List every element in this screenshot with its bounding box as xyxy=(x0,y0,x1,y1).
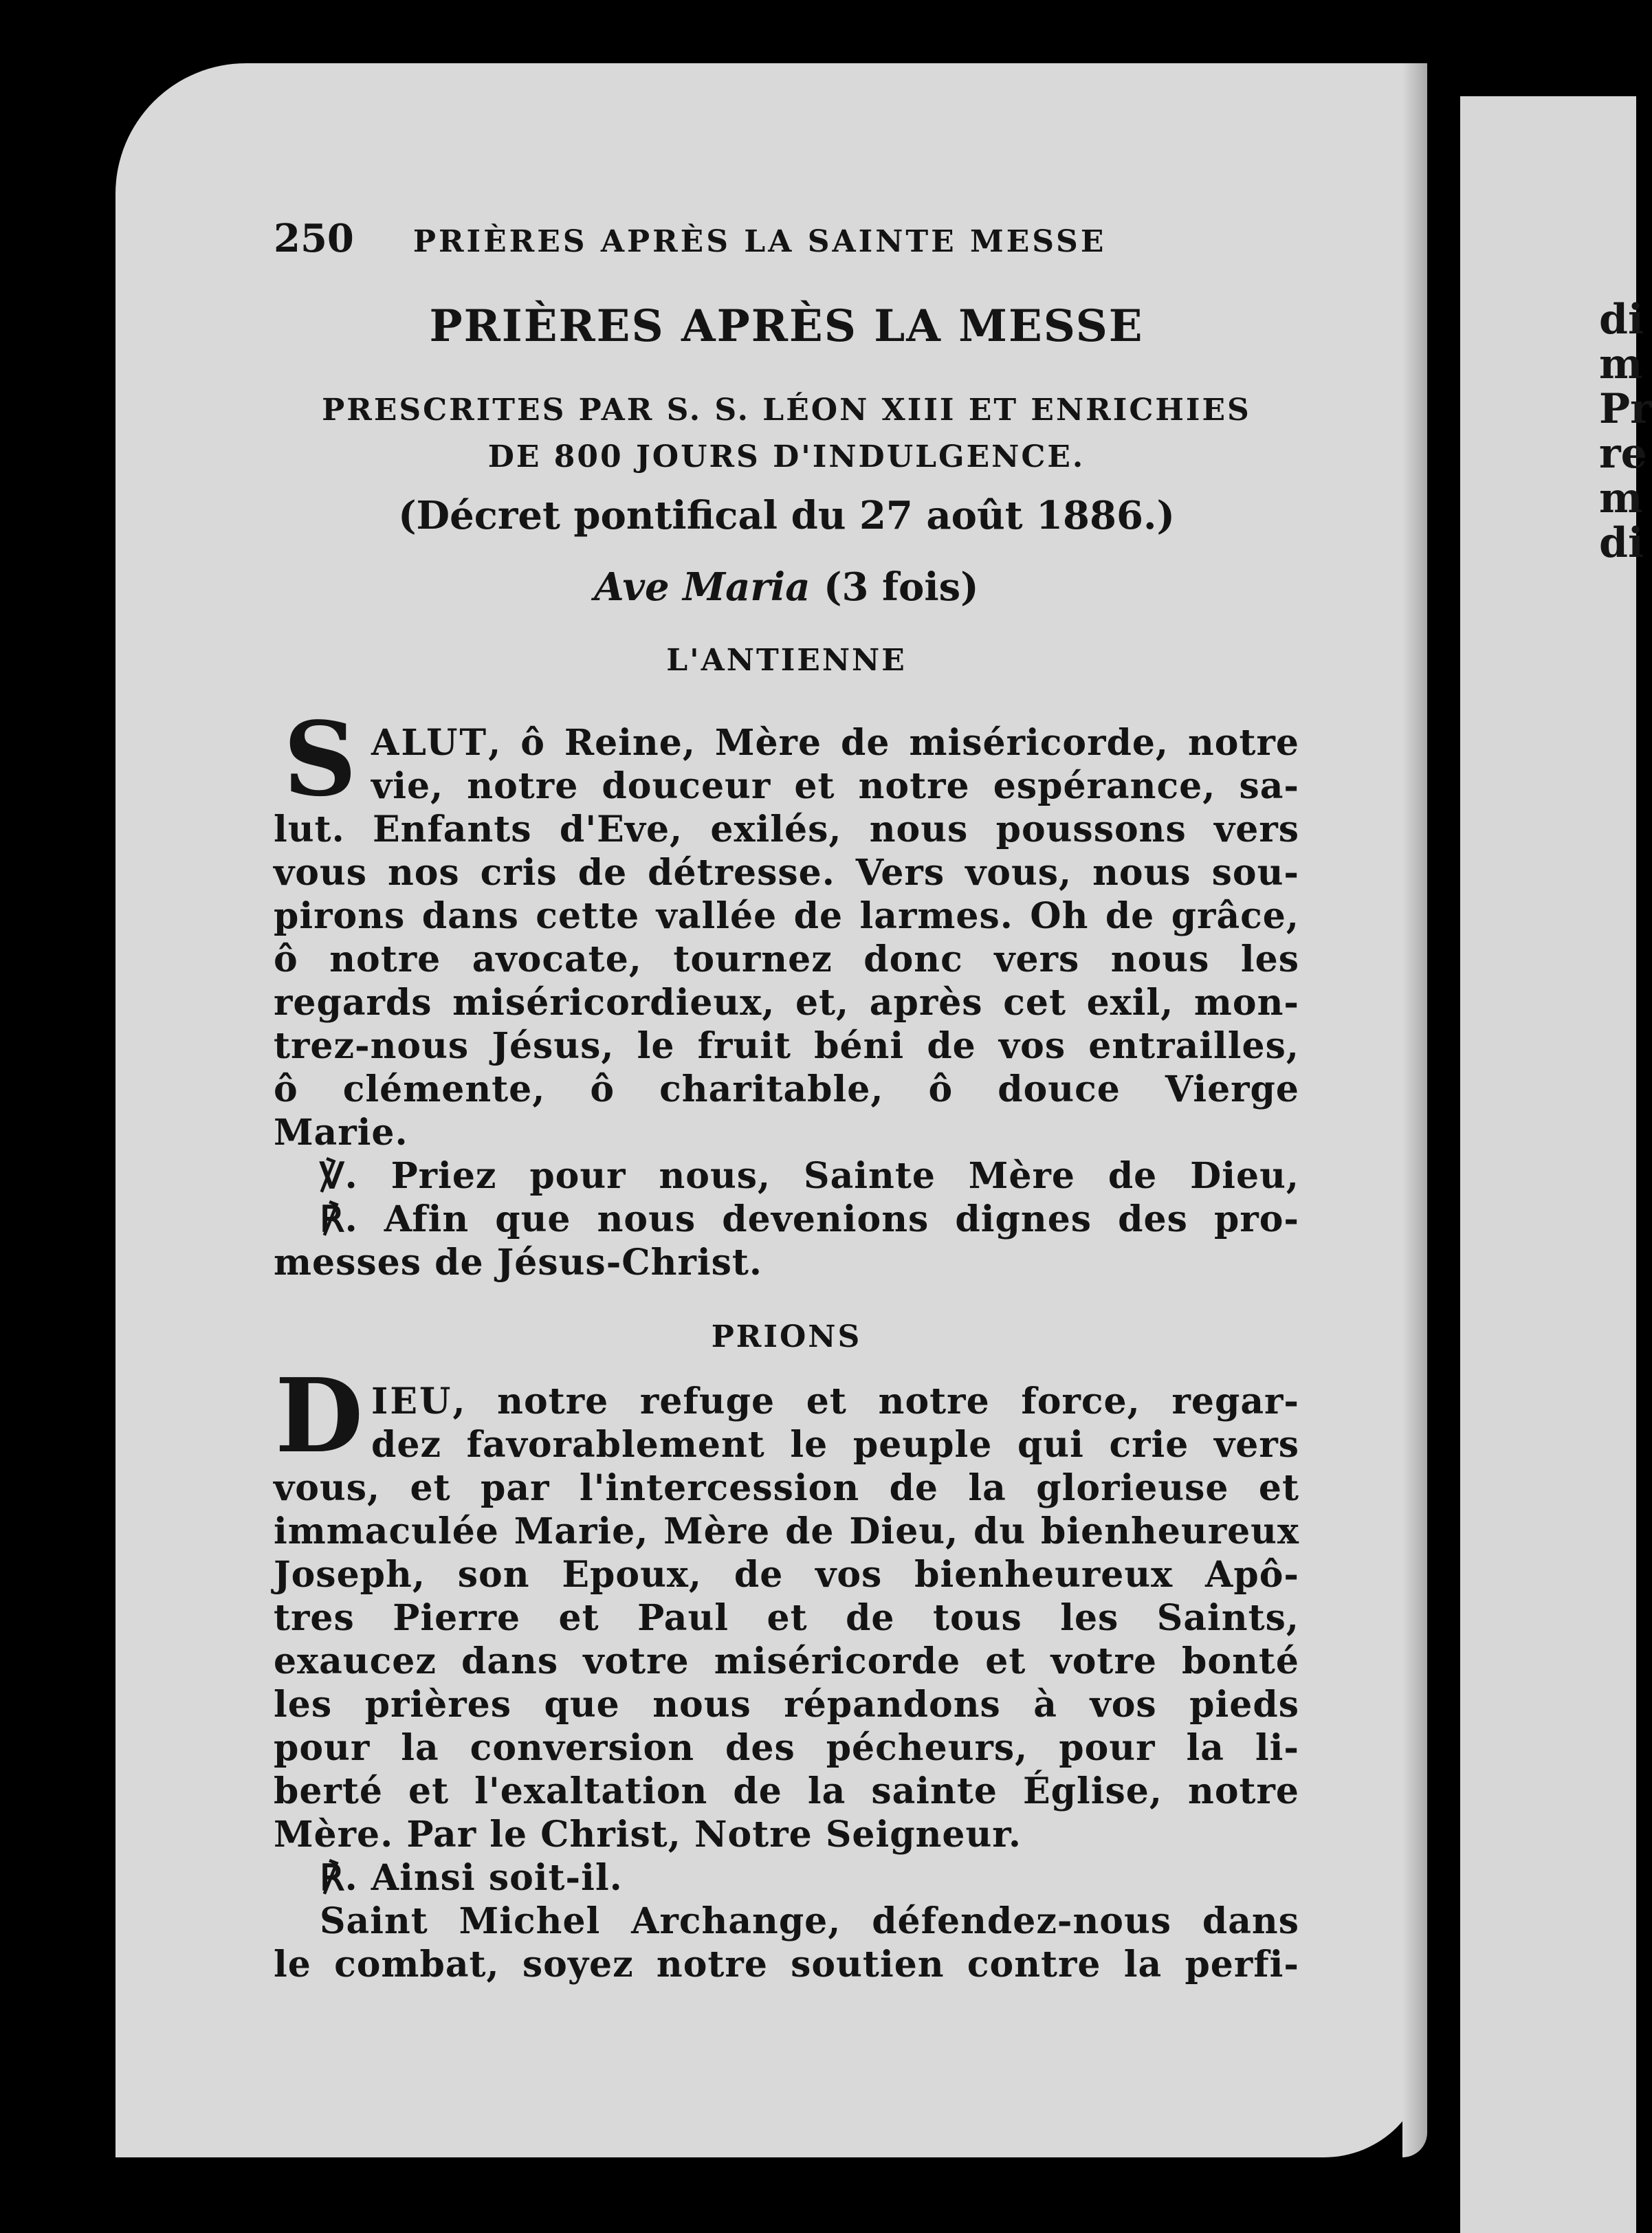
text-line: dez favorablement le peuple qui crie vers xyxy=(371,1424,1299,1466)
text-line: vous nos cris de détresse. Vers vous, nous sou- xyxy=(274,852,1299,894)
text-line: immaculée Marie, Mère de Dieu, du bienheureux xyxy=(274,1510,1299,1552)
page-number: 250 xyxy=(274,216,354,261)
facing-page-fragment: di xyxy=(1599,519,1644,567)
text-line: lut. Enfants d'Eve, exilés, nous poussons vers xyxy=(274,808,1299,850)
text-line: Mère. Par le Christ, Notre Seigneur. xyxy=(274,1814,1022,1856)
text-line: pour la conversion des pécheurs, pour la li- xyxy=(274,1727,1299,1769)
subtitle-line: PRESCRITES PAR S. S. LÉON XIII ET ENRICHIES xyxy=(322,393,1251,428)
text-line: Joseph, son Epoux, de vos bienheureux Apô- xyxy=(274,1554,1299,1596)
text-line: pirons dans cette vallée de larmes. Oh de grâce, xyxy=(274,895,1299,937)
page-title: PRIÈRES APRÈS LA MESSE xyxy=(429,300,1144,352)
text-line: regards miséricordieux, et, après cet exil, mon- xyxy=(274,982,1299,1024)
ave-maria-title: Ave Maria xyxy=(594,564,811,610)
lead-word: ALUT xyxy=(371,722,489,764)
running-head xyxy=(274,216,1299,261)
text-line: ô clémente, ô charitable, ô douce Vierge xyxy=(274,1068,1299,1110)
text-line: le combat, soyez notre soutien contre la perfi- xyxy=(274,1944,1299,1986)
lead-word: IEU xyxy=(371,1380,453,1422)
drop-cap: S xyxy=(283,699,357,819)
section-heading-prayer: PRIONS xyxy=(711,1319,862,1354)
ave-maria-line xyxy=(274,565,1299,609)
facing-page-fragment: re xyxy=(1599,430,1647,478)
subtitle-line: DE 800 JOURS D'INDULGENCE. xyxy=(487,439,1086,474)
response: ℟. Ainsi soit-il. xyxy=(320,1857,623,1899)
text-line: tres Pierre et Paul et de tous les Saints, xyxy=(274,1597,1299,1639)
facing-page-fragment: m xyxy=(1599,474,1643,522)
text-line: ALUT, ô Reine, Mère de miséricorde, notre xyxy=(371,722,1299,764)
text-line: ô notre avocate, tournez donc vers nous les xyxy=(274,938,1299,980)
page-fold-shadow xyxy=(1402,63,1427,2157)
text-line: Saint Michel Archange, défendez-nous dans xyxy=(320,1900,1299,1942)
facing-page-fragment: m xyxy=(1599,340,1643,388)
decree-note: (Décret pontifical du 27 août 1886.) xyxy=(398,493,1175,538)
running-title: PRIÈRES APRÈS LA SAINTE MESSE xyxy=(412,224,1107,259)
text-line: berté et l'exaltation de la sainte Église, notre xyxy=(274,1770,1299,1812)
text-line: les prières que nous répandons à vos pieds xyxy=(274,1684,1299,1726)
versicle: ℣. Priez pour nous, Sainte Mère de Dieu, xyxy=(320,1155,1299,1197)
drop-cap: D xyxy=(275,1356,364,1475)
text-line: IEU, notre refuge et notre force, regar- xyxy=(371,1380,1299,1422)
text-line: trez-nous Jésus, le fruit béni de vos entrailles, xyxy=(274,1025,1299,1067)
response-continued: messes de Jésus-Christ. xyxy=(274,1242,763,1284)
facing-page xyxy=(1460,96,1652,2233)
facing-page-fragment: di xyxy=(1599,296,1644,344)
text-line: exaucez dans votre miséricorde et votre bonté xyxy=(274,1640,1299,1682)
section-heading-antiphon: L'ANTIENNE xyxy=(666,643,907,678)
response: ℟. Afin que nous devenions dignes des pro- xyxy=(320,1198,1299,1240)
facing-page-fragment: Pr xyxy=(1599,385,1652,433)
text-line: vie, notre douceur et notre espérance, sa- xyxy=(371,765,1299,807)
text-line: vous, et par l'intercession de la glorieuse et xyxy=(274,1467,1299,1509)
text-line: Marie. xyxy=(274,1112,408,1154)
ave-maria-count: (3 fois) xyxy=(810,564,979,610)
